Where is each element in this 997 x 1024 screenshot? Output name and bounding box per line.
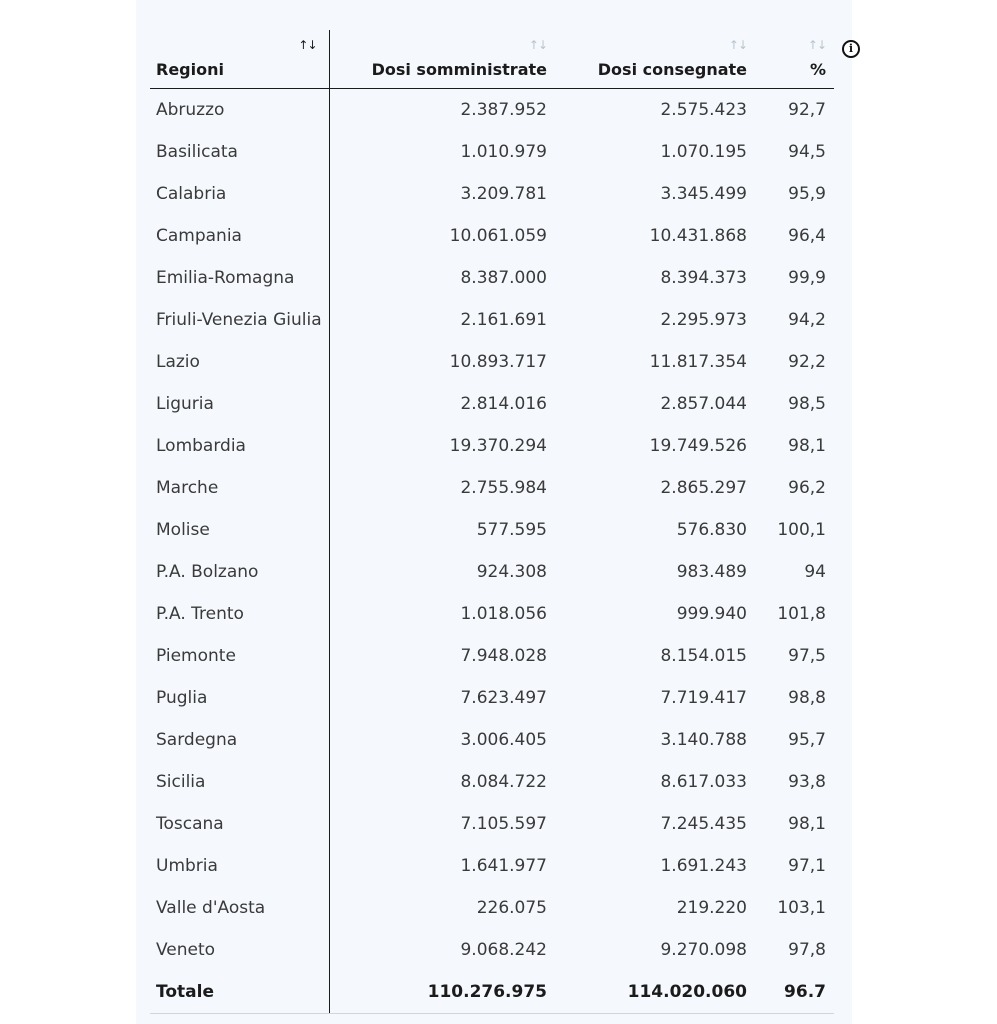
table-body — [150, 89, 834, 972]
region-cell: Friuli-Venezia Giulia — [150, 299, 329, 341]
column-header-label: Dosi consegnate — [597, 60, 747, 79]
delivered-cell: 10.431.868 — [649, 226, 747, 246]
table-row — [150, 383, 834, 425]
administered-cell: 10.893.717 — [449, 352, 547, 372]
sort-arrows-icon[interactable]: ↑↓ — [528, 38, 547, 52]
region-cell: Calabria — [150, 173, 329, 215]
percent-cell: 96,2 — [788, 478, 826, 498]
table-row — [150, 803, 834, 845]
table-row — [150, 89, 834, 132]
delivered-cell: 8.154.015 — [660, 646, 747, 666]
percent-cell: 95,9 — [788, 184, 826, 204]
delivered-cell: 3.345.499 — [660, 184, 747, 204]
total-label: Totale — [150, 971, 329, 1014]
administered-cell: 226.075 — [476, 898, 547, 918]
percent-cell: 92,2 — [788, 352, 826, 372]
administered-cell: 10.061.059 — [449, 226, 547, 246]
region-cell: P.A. Bolzano — [150, 551, 329, 593]
administered-cell: 8.084.722 — [460, 772, 547, 792]
percent-cell: 94 — [804, 562, 826, 582]
delivered-cell: 999.940 — [676, 604, 747, 624]
table-row — [150, 551, 834, 593]
table-row — [150, 761, 834, 803]
region-cell: Veneto — [150, 929, 329, 971]
table-row — [150, 425, 834, 467]
percent-cell: 99,9 — [788, 268, 826, 288]
table-row — [150, 677, 834, 719]
administered-cell: 1.018.056 — [460, 604, 547, 624]
region-cell: Lazio — [150, 341, 329, 383]
delivered-cell: 8.617.033 — [660, 772, 747, 792]
delivered-cell: 2.865.297 — [660, 478, 747, 498]
column-header-label: Regioni — [156, 60, 224, 79]
table-row — [150, 719, 834, 761]
administered-cell: 3.209.781 — [460, 184, 547, 204]
column-header-label: % — [809, 60, 826, 79]
administered-cell: 7.948.028 — [460, 646, 547, 666]
region-cell: Toscana — [150, 803, 329, 845]
table-row — [150, 257, 834, 299]
delivered-cell: 7.719.417 — [660, 688, 747, 708]
column-header-region[interactable] — [150, 30, 329, 89]
administered-cell: 2.755.984 — [460, 478, 547, 498]
region-cell: Sicilia — [150, 761, 329, 803]
delivered-cell: 2.857.044 — [660, 394, 747, 414]
administered-cell: 8.387.000 — [460, 268, 547, 288]
region-cell: Puglia — [150, 677, 329, 719]
info-icon[interactable]: i — [842, 40, 860, 58]
administered-cell: 577.595 — [476, 520, 547, 540]
region-cell: Molise — [150, 509, 329, 551]
delivered-cell: 3.140.788 — [660, 730, 747, 750]
delivered-cell: 8.394.373 — [660, 268, 747, 288]
region-cell: Marche — [150, 467, 329, 509]
sort-arrows-icon[interactable]: ↑↓ — [728, 38, 747, 52]
region-cell: Emilia-Romagna — [150, 257, 329, 299]
sort-arrows-icon[interactable]: ↑↓ — [298, 38, 317, 52]
percent-cell: 103,1 — [777, 898, 826, 918]
table-row — [150, 887, 834, 929]
percent-cell: 97,1 — [788, 856, 826, 876]
total-delivered: 114.020.060 — [555, 971, 755, 1014]
delivered-cell: 1.691.243 — [660, 856, 747, 876]
sort-arrows-icon[interactable]: ↑↓ — [807, 38, 826, 52]
delivered-cell: 983.489 — [676, 562, 747, 582]
administered-cell: 2.161.691 — [460, 310, 547, 330]
delivered-cell: 11.817.354 — [649, 352, 747, 372]
administered-cell: 7.105.597 — [460, 814, 547, 834]
administered-cell: 1.010.979 — [460, 142, 547, 162]
table-row — [150, 845, 834, 887]
region-cell: Abruzzo — [150, 89, 329, 132]
percent-cell: 98,1 — [788, 814, 826, 834]
percent-cell: 93,8 — [788, 772, 826, 792]
delivered-cell: 2.575.423 — [660, 100, 747, 120]
column-header-delivered[interactable] — [555, 30, 755, 89]
region-cell: Campania — [150, 215, 329, 257]
delivered-cell: 2.295.973 — [660, 310, 747, 330]
total-percent: 96.7 — [755, 971, 834, 1014]
table-row — [150, 509, 834, 551]
delivered-cell: 19.749.526 — [649, 436, 747, 456]
percent-cell: 100,1 — [777, 520, 826, 540]
region-cell: Basilicata — [150, 131, 329, 173]
doses-table — [150, 30, 834, 1014]
table-row — [150, 173, 834, 215]
percent-cell: 94,5 — [788, 142, 826, 162]
region-cell: Lombardia — [150, 425, 329, 467]
percent-cell: 98,1 — [788, 436, 826, 456]
administered-cell: 2.387.952 — [460, 100, 547, 120]
percent-cell: 97,8 — [788, 940, 826, 960]
percent-cell: 97,5 — [788, 646, 826, 666]
percent-cell: 95,7 — [788, 730, 826, 750]
total-row — [150, 971, 834, 1014]
table-row — [150, 215, 834, 257]
administered-cell: 19.370.294 — [449, 436, 547, 456]
table-row — [150, 593, 834, 635]
region-cell: Valle d'Aosta — [150, 887, 329, 929]
percent-cell: 98,5 — [788, 394, 826, 414]
administered-cell: 7.623.497 — [460, 688, 547, 708]
administered-cell: 3.006.405 — [460, 730, 547, 750]
table-row — [150, 635, 834, 677]
percent-cell: 98,8 — [788, 688, 826, 708]
column-header-percent[interactable] — [755, 30, 834, 89]
column-header-administered[interactable] — [329, 30, 555, 89]
administered-cell: 2.814.016 — [460, 394, 547, 414]
region-cell: Liguria — [150, 383, 329, 425]
delivered-cell: 9.270.098 — [660, 940, 747, 960]
delivered-cell: 219.220 — [676, 898, 747, 918]
administered-cell: 924.308 — [476, 562, 547, 582]
table-row — [150, 467, 834, 509]
region-cell: P.A. Trento — [150, 593, 329, 635]
percent-cell: 96,4 — [788, 226, 826, 246]
region-cell: Piemonte — [150, 635, 329, 677]
percent-cell: 94,2 — [788, 310, 826, 330]
table-row — [150, 131, 834, 173]
table-header-row — [150, 30, 834, 89]
delivered-cell: 7.245.435 — [660, 814, 747, 834]
total-administered: 110.276.975 — [329, 971, 555, 1014]
column-header-label: Dosi somministrate — [371, 60, 547, 79]
administered-cell: 9.068.242 — [460, 940, 547, 960]
percent-cell: 101,8 — [777, 604, 826, 624]
region-cell: Sardegna — [150, 719, 329, 761]
percent-cell: 92,7 — [788, 100, 826, 120]
administered-cell: 1.641.977 — [460, 856, 547, 876]
region-cell: Umbria — [150, 845, 329, 887]
delivered-cell: 576.830 — [676, 520, 747, 540]
table-row — [150, 341, 834, 383]
table-row — [150, 929, 834, 971]
delivered-cell: 1.070.195 — [660, 142, 747, 162]
table-row — [150, 299, 834, 341]
